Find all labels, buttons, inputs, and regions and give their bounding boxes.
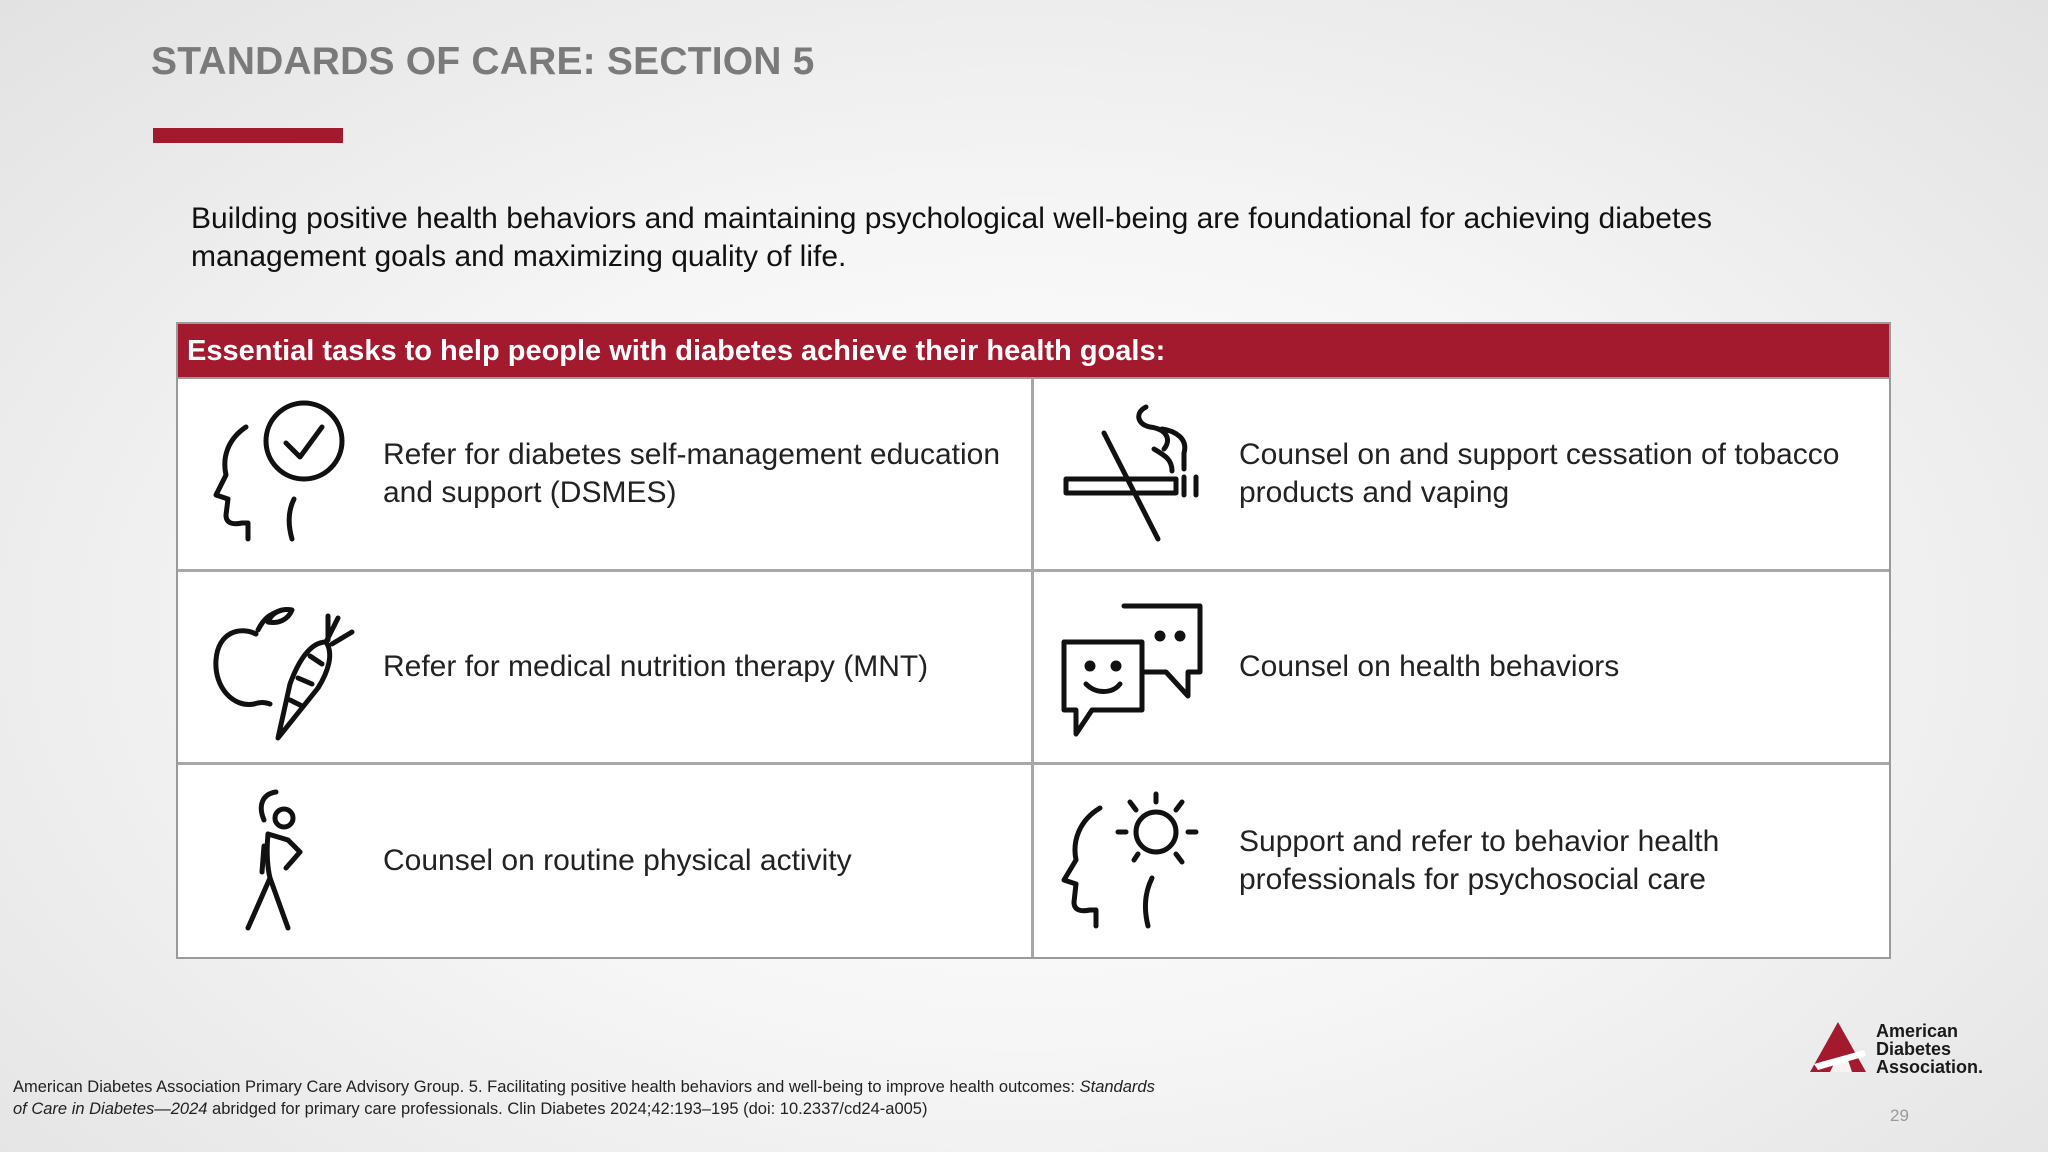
task-text: Support and refer to behavior health professionals for psychosocial care: [1239, 825, 1720, 896]
panel-header: Essential tasks to help people with diabetes achieve their health goals:: [178, 324, 1889, 379]
intro-paragraph: Building positive health behaviors and maintaining psychological well-being are foundational for achieving diabetes management goals and maximizing quality of life.: [191, 202, 1712, 273]
title-accent-bar: [153, 128, 343, 143]
task-cell-tobacco: [1034, 379, 1889, 572]
task-cell-dsmes: [178, 379, 1034, 572]
head-sun-icon: [1056, 786, 1206, 936]
footnote-italic-title: Standards of Care in Diabetes—2024: [13, 1078, 1155, 1118]
task-text: Refer for medical nutrition therapy (MNT): [383, 650, 929, 683]
footnote-part2: abridged for primary care professionals. Clin Diabetes 2024;42:193–195 (doi: 10.2337/cd24-a005): [207, 1100, 928, 1118]
task-text: Counsel on health behaviors: [1239, 650, 1620, 683]
logo-line-3: Association.: [1876, 1057, 1984, 1077]
tasks-panel: [176, 322, 1891, 959]
footnote-part1: American Diabetes Association Primary Care Advisory Group. 5. Facilitating positive health behaviors and well-being to improve health outcomes:: [13, 1078, 1080, 1096]
page-number: 29: [1890, 1106, 1909, 1125]
apple-carrot-icon: [206, 592, 356, 742]
ada-logo-text: [1876, 1022, 1983, 1076]
task-cell-physical-activity: [178, 765, 1034, 957]
task-text: Counsel on and support cessation of tobacco products and vaping: [1239, 438, 1840, 509]
ada-triangle-icon: [1808, 1020, 1870, 1076]
ada-logo: [1808, 1020, 1993, 1076]
slide-title: STANDARDS OF CARE: SECTION 5: [151, 40, 815, 83]
head-checkmark-icon: [208, 399, 358, 549]
footnote-citation: [13, 1076, 1163, 1120]
task-text: Counsel on routine physical activity: [383, 844, 852, 877]
logo-line-2: Diabetes: [1876, 1039, 1952, 1059]
logo-line-1: American: [1876, 1021, 1959, 1041]
task-cell-mnt: [178, 572, 1034, 765]
walking-person-icon: [228, 786, 328, 936]
task-cell-psychosocial: [1034, 765, 1889, 957]
tasks-grid: [178, 379, 1889, 957]
task-cell-health-behaviors: [1034, 572, 1889, 765]
speech-bubbles-icon: [1054, 592, 1214, 742]
task-text: Refer for diabetes self-management education and support (DSMES): [383, 438, 1001, 509]
no-smoking-icon: [1054, 399, 1204, 549]
